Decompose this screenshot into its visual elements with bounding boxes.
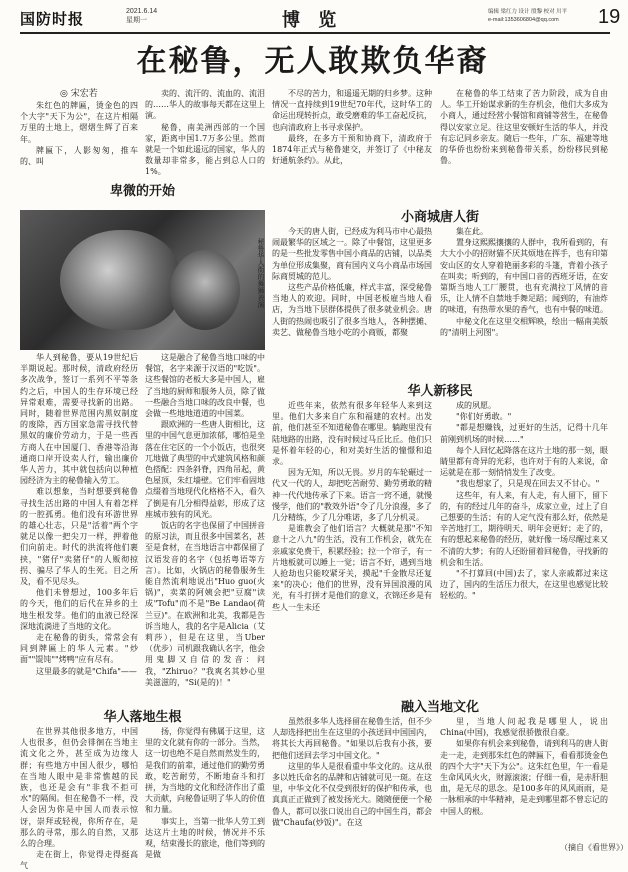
paragraph: 走在街上，你觉得走得挺高气: [20, 850, 138, 871]
paragraph: 这些年，有人来，有人走，有人留下，留下的，有的经过几年的奋斗，成家立业，过上了自己想要的生活；有的人定气没有那么好，依然是辛苦地打工，期待明天、明年会更好；走了的，有的想起来秘鲁的经历，就好像一场尽醒过来又不清的大梦；有的人还盼留着回秘鲁，寻找新的机会和生活。: [440, 490, 608, 567]
subheading-new-immigrants: 华人新移民: [407, 384, 473, 399]
date-text: 2021.6.14: [126, 8, 158, 15]
photo-caption: 秘鲁华人街的舞狮表演: [257, 238, 265, 308]
paragraph: 在秘鲁的华工结束了苦力阶段，成为自由人。华工开始谋求新的生存机会，他们大多成为小商人，通过经营小餐馆和商铺等营生，在秘鲁得以安家立足。往这里安顿好生活的华人，并没有忘记同乡亲友。随后一些年，广东、福建等地的华侨也纷纷来到秘鲁带关系，纷纷移民到秘鲁。: [440, 89, 608, 166]
paragraph: 不尽的苦力，和遥遥无期的归乡梦。这种情况一直持续到19世纪70年代，这时华工的命运出现转折点，敢受磨难的华工奋起反抗，也向清政府上书寻求保护。: [272, 89, 432, 132]
paragraph: 近些年来，依然有很多年轻华人来到这里。他们大多来自广东和福建的农村。出发前，他们甚至不知道秘鲁在哪里。躺跑里没有陆地路的出路，没有时候过马丘比丘。他们只是怀着年轻的心，和对美好生活的憧憬和追求。: [272, 401, 432, 467]
paragraph: 这是融合了秘鲁当地口味的中餐馆，名字来源于汉语的"吃饭"。这些餐馆的老板大多是中国人，雇了当地的厨师和服务人员，除了做一些融合当地口味的改良中餐，也会做一些地地道道的中国菜。: [145, 353, 265, 419]
author-byline: ◎ 宋宏若: [60, 89, 98, 99]
subheading-chinatown: 小商城唐人街: [400, 210, 479, 225]
paragraph: "我也想家了，只是现在回去又不甘心。": [456, 479, 600, 489]
paragraph: "都是想赚钱，过更好的生活，记得十几年前刚到机场的时候……": [440, 423, 608, 444]
email-text: e-mail:1353606804@qq.com: [488, 17, 559, 23]
paragraph: "你们好勇敢。": [456, 412, 512, 422]
paragraph: 他们未曾想过，100多年后的今天，他们的后代在异乡的土地生根发芽。他们的血液已经深深地流淌进了当地的文化。: [20, 588, 138, 631]
paragraph: 牌匾下，人影匆匆，推车的、叫: [20, 145, 138, 167]
col4-body-d: [440, 716, 608, 840]
paragraph: 走在秘鲁的街头，常常会有同到牌匾上的华人元素。"炒面""馄饨""烤鸭"应有尽有。: [20, 633, 138, 665]
paragraph: 这里最多的就是"Chifa"——: [36, 666, 137, 676]
col3-body-b: [272, 226, 432, 366]
newspaper-logo: 国防时报: [20, 10, 85, 28]
paragraph: 朱红色的牌匾，烫金色的四个大字"天下为公"，在这片相隔万里的土地上，熠熠生辉了百来年。: [20, 101, 138, 144]
paragraph: 集在此。: [456, 227, 488, 236]
col1-body-a: [20, 352, 138, 697]
col3-body-d: [272, 716, 432, 844]
weekday-text: 星期一: [126, 17, 147, 24]
paragraph: 卖的、流汗的、流血的、流泪的……华人的故事每天都在这里上演。: [145, 89, 265, 121]
paragraph: 难以想象，当时想要到秘鲁寻找生活出路的中国人有着怎样的一腔孤勇。他们没有环游世界的雄心壮志，只是"活着"两个字就足以像一把尖刀一样，押着他们向前走。时代的洪流将他们裹挟，"猪仔"卖猪仔"的人贩彻掠拐、骗尽了华人的生死。目之所及，看不见尽头。: [20, 487, 138, 587]
paragraph: "不打算回(中国)去了，家人亲戚都过来这边了，国内的生活压力很大，在这里也感觉比较轻松的。": [440, 569, 608, 601]
col4-body-a: [440, 88, 608, 198]
col2-intro: [145, 88, 265, 178]
editor-credits: [488, 8, 598, 24]
col1-intro: [20, 100, 138, 167]
col4-body-c: [440, 400, 608, 688]
col3-body-c: [272, 400, 432, 688]
paragraph: 在世界其他很多地方，中国人也很多，但仍会徘徊在当地主流文化之外，甚至成为边缘人群；有些地方中国人很少，哪怕在当地人眼中是非常憔越的民族，也还是会有"非我不拒可水"的隔阂。但在秘鲁不一样，没人会因为你是中国人而表示惊讶，崇拜或轻视，你所存在，是那么的寻常，那么的自然，又那么的合理。: [20, 727, 138, 849]
col2-body-a: [145, 352, 265, 697]
section-title: 博 览: [282, 10, 343, 31]
paragraph: 是谁教会了他们语言？大概就是那"不知意十之八九"的生活，没有工作机会，就先在亲戚家免费干，积累经验；拉一个帘子，有一片地板就可以睡上一觉；语言不好，遇到当地人抢劫也只能咬紧牙关，摸起"千金散尽还复来"的决心；他们的世界，没有异国浪漫的风光，有斗打拼才是他们的意义，衣锦还乡是有些人一生未还: [272, 524, 432, 612]
paragraph: 置身这熙熙攘攘的人群中，我所看到的，有大大小小的招财猫不厌其烦地在挥手，也有印第安山区的女人穿着艳丽多彩的斗篷，背着小孩子在叫卖；听到的，有中国口音的西班牙语，在安第斯当地人工厂腰贯，也有充满拉丁风情的音乐，让人情不自禁地手舞足蹈；闻到的，有油炸的味道，有热带水果的香气，也有中餐的味道。: [440, 238, 608, 315]
paragraph: 跟欧洲的一些唐人街相比，这里的中国气息更加浓郁，哪怕是坐落在住宅区的一个小饭店，也很突兀地做了典型的中式建筑风格和颜色搭配：四条斜脊，四角吊起，黄色屋顶，朱红墙壁。它们牢看固地点缀着当地现代化格格不入，看久了倒是有几分相得益彰，形成了这座城市独有的风光。: [145, 420, 265, 519]
page-headline: 在秘鲁，无人敢欺负华裔: [136, 44, 489, 79]
col1-body-b: [20, 726, 138, 871]
source-credit: （摘自《看世界》）: [560, 843, 628, 852]
paragraph: 中秘文化在这里交相辉映，绘出一幅南美版的"清明上河图"。: [440, 316, 608, 337]
editors-text: 编辑 梁红力 设计 殷黎 校对 川平: [488, 9, 568, 15]
col4-body-b: [440, 226, 608, 376]
paragraph: 因为无知，所以无畏。岁月的车轮碾过一代又一代的人，却把吃苦耐劳、勤劳勇敢的精神一代代地传承了下来。语言一窍不通，就慢慢学，他们的"教效外语"令了几分浪漫，多了几分精练，少了几分唯诺，多了几分机灵。: [272, 468, 432, 523]
paragraph: 每个人回忆起降落在这片土地的那一刻，眼睛里都有奇异的光彩，也许对于有的人来说，命运就是在那一刻悄悄发生了改变。: [440, 445, 608, 478]
col3-body-a: [272, 88, 432, 198]
paragraph: 里，当地人问起我是哪里人，说出China(中国)，我感觉很骄傲很自豪。: [440, 717, 608, 738]
lion-head-shape: [170, 250, 240, 330]
subheading-integration: 融入当地文化: [400, 700, 479, 715]
paragraph: 事实上，当第一批华人劳工到达这片土地的时候，情况并不乐观，结束漫长的旅途，他们等到的是做: [145, 816, 265, 860]
paragraph: 这里的华人是很看重中华文化的。这从很多以姓氏命名的品牌和店铺就可见一斑。在这里，中华文化不仅受到很好的保护和传承，也真真正正做到了被发扬光大。随随便便一个秘鲁人，都可以张口说出自己的中国生肖，都会做"Chaufa(炒饭)"。在这: [272, 761, 432, 827]
paragraph: 如果你有机会来到秘鲁，请到利马的唐人街走一走，走到那朱红色的牌匾下，看看那烫金色的四个大字"天下为公"。这朱红色里，午一看是生命风风火火，财源滚滚；仔细一看，是赤肝胆血，是无尽的思念。是100多年的风风雨雨，是一脉相承的中华精神，是走到哪里都不曾忘记的中国人的根。: [440, 739, 608, 816]
col2-body-b: [145, 726, 265, 860]
paragraph: 虽然很多华人选择留在秘鲁生活，但不少人却选择把出生在这里的小孩送回中国国内，将其长大再回秘鲁。"如果以后我有小孩，要把他们送回去学习中国文化。": [272, 717, 432, 760]
subheading-taking-root: 华人落地生根: [103, 710, 182, 725]
paragraph: 这些产品价格低廉，样式丰富，深受秘鲁当地人的欢迎。同时，中国老板雇当地人看店，为当地下层群体提供了很多就业机会。唐人街的热闹也吸引了很多当地人，各种摆摊、卖艺、做秘鲁当地小吃的小商贩，都聚: [272, 283, 432, 337]
masthead: [20, 6, 621, 34]
lion-head-shape: [60, 230, 180, 330]
paragraph: 秘鲁，南美洲西部的一个国家，距离中国1.7万多公里。然而就是一个如此遥远的国家，华人的数量却非常多，能占到总人口的1%。: [145, 122, 265, 177]
lion-dance-photo: [20, 210, 265, 350]
paragraph: 成的夙愿。: [456, 401, 496, 410]
issue-date: [126, 7, 157, 25]
paragraph: 饭店的名字也保留了中国拼音的原习法，而且很多中国菜名，甚至是食材，在当地语言中都保留了汉语发音的名字（包括粤语等方言）。比如，火锅店的秘鲁服务生能自然流利地说出"Huo guo(火锅)"，卖菜的阿姨会把"豆腐"读成"Tofu"而不是"Be Landao(荷兰豆)"。在欧洲和北美，我都是告诉当地人，我的名字是Alicia（艾莉莎），但是在这里，当Uber（优步）司机跟我确认名字，他会用鬼脚又自信的发音：问我，"Zhiruo？"我爽名其妙心里美滋滋的，"Si(是的)！": [145, 521, 265, 687]
paragraph: 扬，你觉得有佛属于这里，这里的文化就有你的一部分。当然，这一切也绝不是自然而然发生的，是我们的前辈，通过他们的勤劳勇敢，吃苦耐劳，不断地奋斗和打拼，为当地的文化和经济作出了重大贡献，向秘鲁证明了华人的价值和力量。: [145, 727, 265, 815]
subheading-humble-beginning: 卑微的开始: [109, 184, 175, 199]
paragraph: 华人到秘鲁，要从19世纪后半期说起。那时候，清政府经历多次战争，签订一系列不平等条约之后，中国人的生存环境已经异常艰难，需要寻找新的出路。同时，随着世界范围内黑奴制度的废除，西方国家急需寻找代替黑奴的廉价劳动力，于是一些西方商人在中国厦门、香港等沿海通商口岸开设卖人行，输出廉价华人苦力，其中就包括向以种植园经济为主的秘鲁输入劳工。: [20, 353, 138, 486]
paragraph: 今天的唐人街，已经成为利马市中心最热闹最繁华的区域之一。除了中餐馆，这里更多的是一些批发零售中国小商品的店铺，以品类为单位形成集聚，商有国内义乌小商品市场国际商贸城的范儿。: [272, 227, 432, 281]
page-number: 19: [598, 6, 621, 28]
paragraph: 最终，在多方干预和协商下，清政府于1874年正式与秘鲁建交，并签订了《中秘友好通航条约》。从此，: [272, 133, 432, 166]
